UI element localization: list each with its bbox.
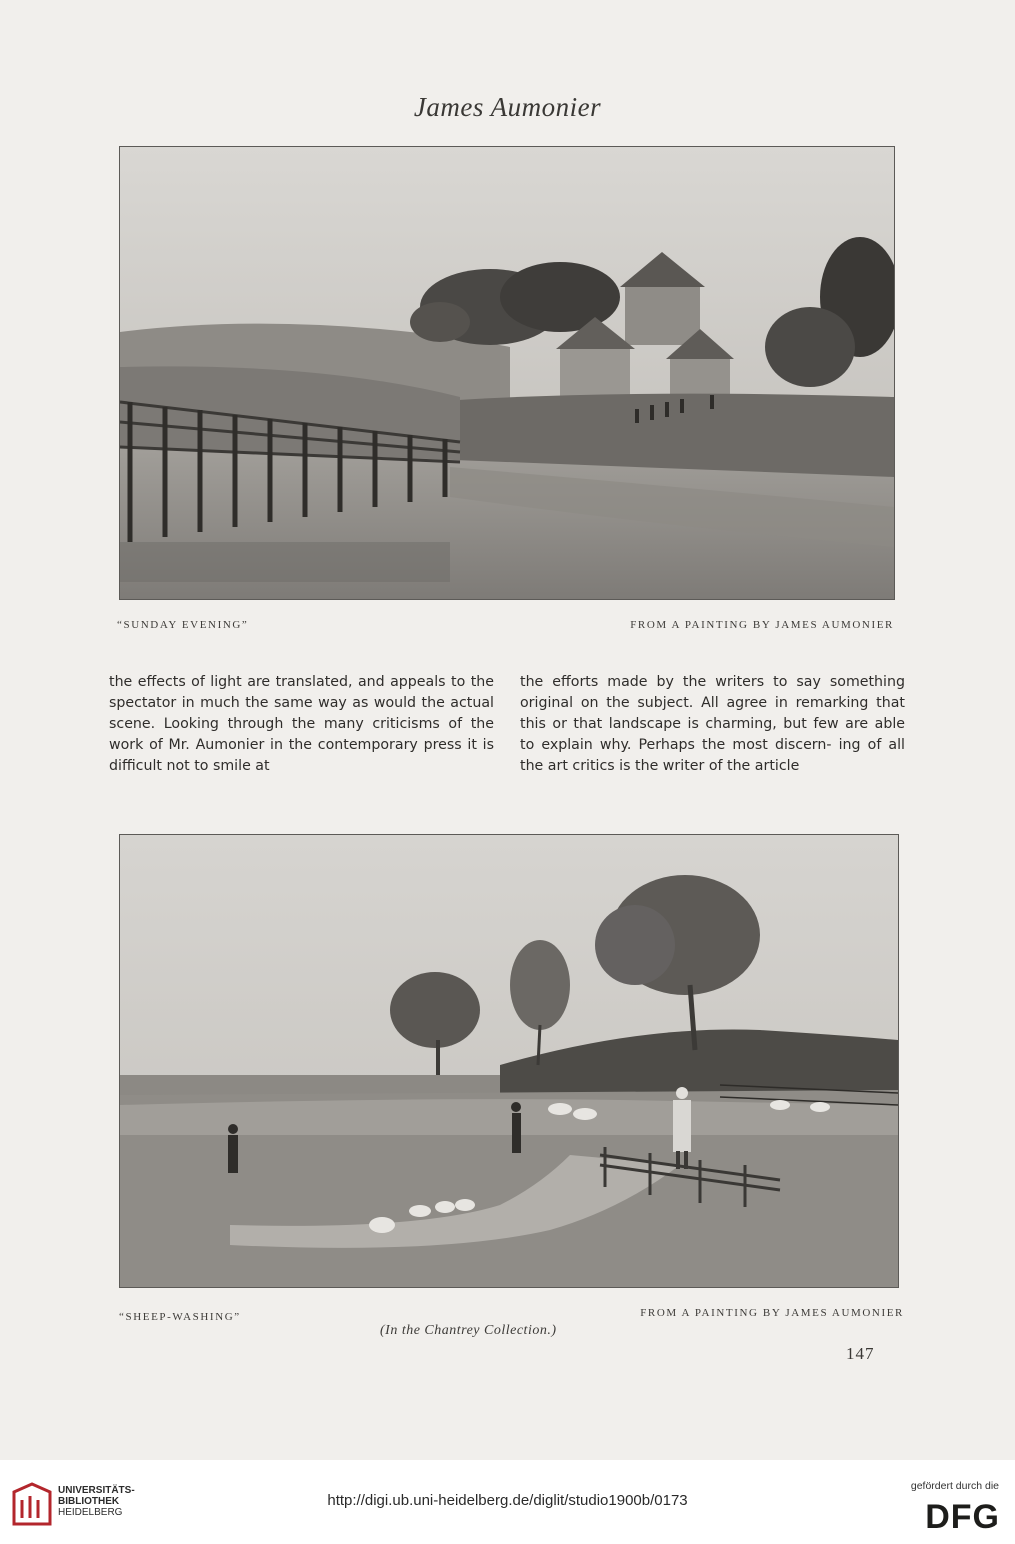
- library-line-3: HEIDELBERG: [58, 1507, 123, 1518]
- plate-sunday-evening: [119, 146, 895, 600]
- plate-2-credit: FROM A PAINTING BY JAMES AUMONIER: [640, 1307, 904, 1319]
- plate-2-collection-note: (In the Chantrey Collection.): [380, 1323, 557, 1338]
- plate-sheep-washing: [119, 834, 899, 1288]
- text-column-right: [520, 672, 905, 777]
- library-line-2: BIBLIOTHEK: [58, 1496, 120, 1507]
- plate-2-title: “SHEEP-WASHING”: [119, 1311, 241, 1323]
- page-number: 147: [846, 1344, 875, 1363]
- paragraph-right: the efforts made by the writers to say something original on the subject. All agree in remarking that this or that landscape is charming, but few are able to explain why. Perhaps the most discern- ing of all the art critics is the writer of the article: [520, 674, 905, 774]
- plate-1-title: “SUNDAY EVENING”: [117, 619, 249, 631]
- text-column-left: [109, 672, 494, 777]
- sunday-evening-image: [120, 147, 894, 599]
- running-head: James Aumonier: [413, 92, 602, 122]
- plate-1-credit: FROM A PAINTING BY JAMES AUMONIER: [630, 619, 894, 631]
- library-line-1: UNIVERSITÄTS-: [58, 1485, 135, 1496]
- dfg-logo: DFG: [925, 1498, 1000, 1536]
- paragraph-left: the effects of light are translated, and appeals to the spectator in much the same way as would the actual scene. Looking through the many criticisms of the work of Mr. Aumonier in the contemporary press it is difficult not to smile at: [109, 674, 494, 774]
- permalink-url[interactable]: http://digi.ub.uni-heidelberg.de/diglit/studio1900b/0173: [327, 1492, 688, 1509]
- sheep-washing-image: [120, 835, 898, 1287]
- funded-by-text: gefördert durch die: [910, 1480, 999, 1492]
